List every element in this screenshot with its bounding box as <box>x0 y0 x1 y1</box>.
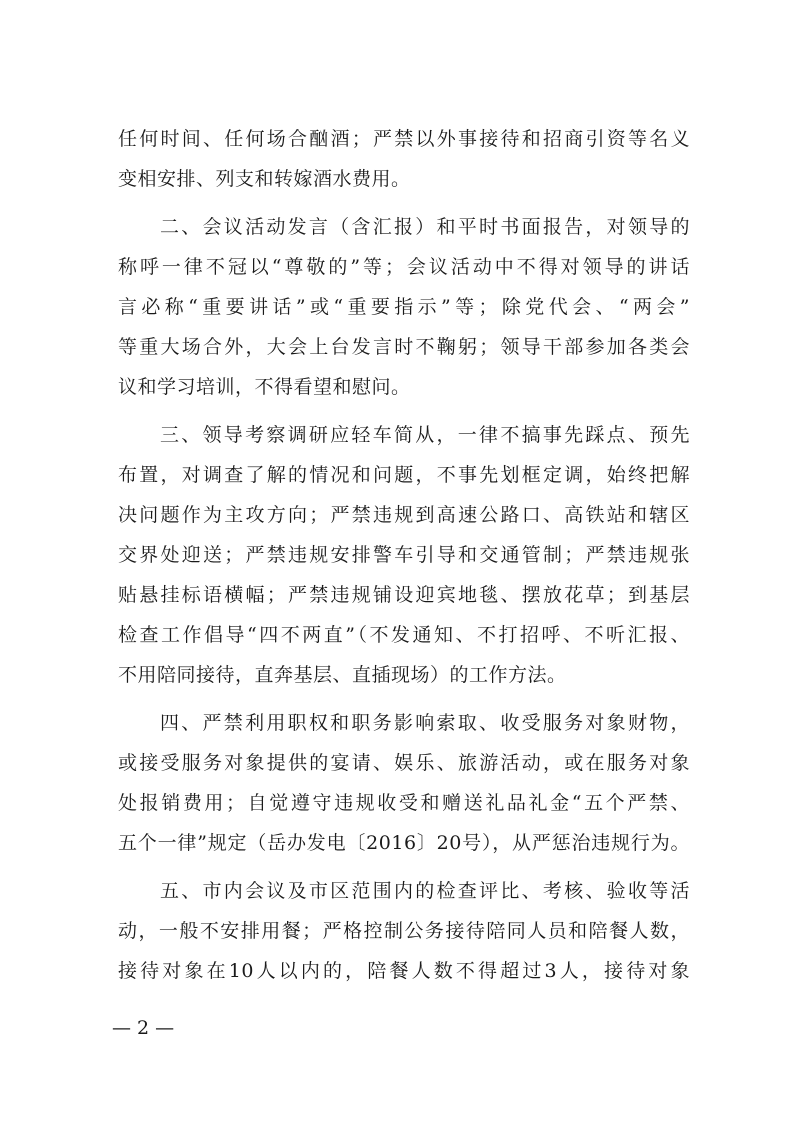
text-line: 不用陪同接待，直奔基层、直插现场）的工作方法。 <box>118 664 567 686</box>
text-line: 议和学习培训，不得看望和慰问。 <box>118 376 411 398</box>
text-line: 或接受服务对象提供的宴请、娱乐、旅游活动，或在服务对象 <box>118 752 690 774</box>
text-line: 贴悬挂标语横幅；严禁违规铺设迎宾地毯、摆放花草；到基层 <box>118 584 690 606</box>
text-line: 交界处迎送；严禁违规安排警车引导和交通管制；严禁违规张 <box>118 544 690 566</box>
text-line: 检查工作倡导“四不两直”（不发通知、不打招呼、不听汇报、 <box>118 624 690 646</box>
text-line: 布置，对调查了解的情况和问题，不事先划框定调，始终把解 <box>118 464 690 486</box>
paragraph-item-5 <box>118 871 690 991</box>
text-line: 任何时间、任何场合酗酒；严禁以外事接待和招商引资等名义 <box>118 128 690 150</box>
text-line: 等重大场合外，大会上台发言时不鞠躬；领导干部参加各类会 <box>118 336 690 358</box>
text-line: 四、严禁利用职权和职务影响索取、收受服务对象财物， <box>160 712 690 734</box>
text-line: 称呼一律不冠以“尊敬的”等；会议活动中不得对领导的讲话 <box>118 256 690 278</box>
paragraph-item-3 <box>118 415 690 695</box>
paragraph-item-2 <box>118 207 690 407</box>
text-line: 言必称“重要讲话”或“重要指示”等；除党代会、“两会” <box>118 296 690 318</box>
paragraph-continuation <box>118 119 690 199</box>
text-line: 五、市内会议及市区范围内的检查评比、考核、验收等活 <box>160 880 690 902</box>
text-line: 三、领导考察调研应轻车简从，一律不搞事先踩点、预先 <box>160 424 690 446</box>
document-body <box>118 119 690 991</box>
text-line: 动，一般不安排用餐；严格控制公务接待陪同人员和陪餐人数， <box>118 920 690 942</box>
text-line: 变相安排、列支和转嫁酒水费用。 <box>118 168 411 190</box>
text-line: 接待对象在10人以内的，陪餐人数不得超过3人，接待对象 <box>118 960 690 982</box>
text-line: 二、会议活动发言（含汇报）和平时书面报告，对领导的 <box>160 216 690 238</box>
text-line: 决问题作为主攻方向；严禁违规到高速公路口、高铁站和辖区 <box>118 504 690 526</box>
text-line: 处报销费用；自觉遵守违规收受和赠送礼品礼金“五个严禁、 <box>118 792 690 814</box>
page-number: — 2 — <box>112 1017 175 1039</box>
text-line: 五个一律”规定（岳办发电〔2016〕20号），从严惩治违规行为。 <box>118 832 690 854</box>
paragraph-item-4 <box>118 703 690 863</box>
